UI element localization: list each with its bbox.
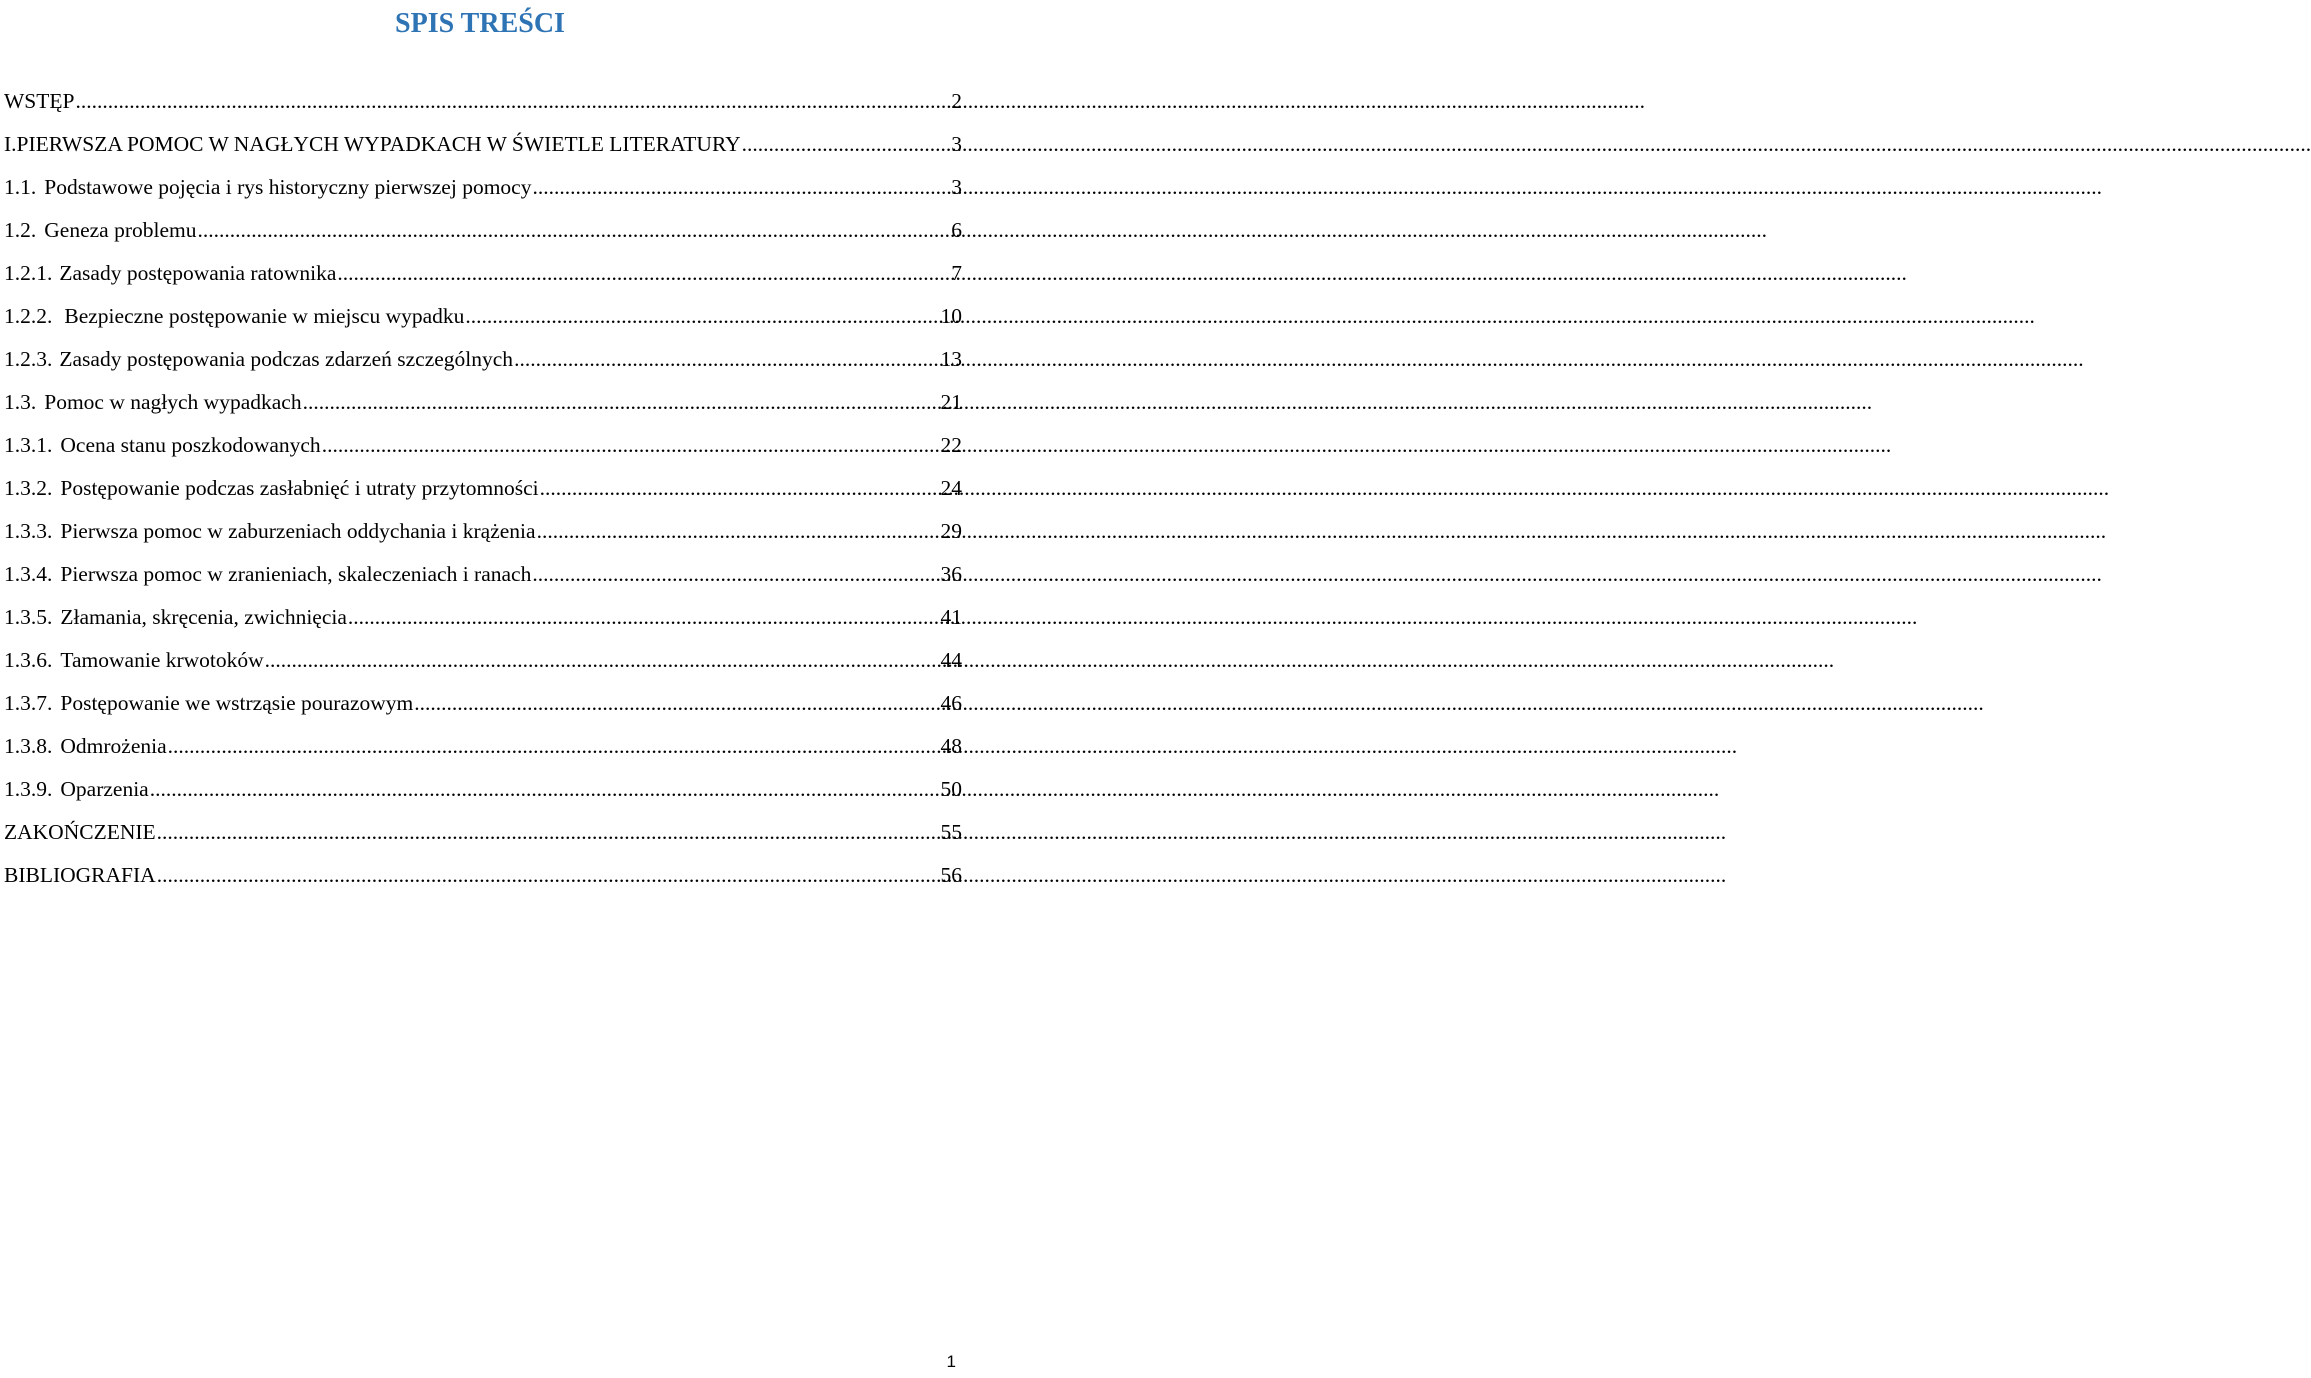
toc-entry[interactable]: [4, 166, 962, 209]
toc-entry-page: 50: [940, 777, 962, 801]
toc-entry[interactable]: [4, 725, 962, 768]
toc-entry[interactable]: [4, 811, 962, 854]
toc-entry-page: 36: [940, 562, 962, 586]
toc-entry-page: 44: [940, 648, 962, 672]
toc-entry[interactable]: [4, 80, 962, 123]
toc-entry[interactable]: [4, 682, 962, 725]
toc-entry-number: 1.3.4.: [4, 562, 53, 586]
dot-leader: [741, 123, 950, 166]
toc-entry-number: 1.2.1.: [4, 261, 53, 285]
toc-entry[interactable]: [4, 510, 962, 553]
toc-entry-page: 22: [940, 433, 962, 457]
dot-leader: [196, 209, 949, 252]
dot-leader: [513, 338, 938, 381]
toc-entry-page: 3: [951, 132, 962, 156]
toc-entry[interactable]: [4, 381, 962, 424]
dot-leader: [264, 639, 939, 682]
toc-entry[interactable]: [4, 338, 962, 381]
toc-entry-number: 1.3.6.: [4, 648, 53, 672]
dot-leader: [464, 295, 938, 338]
toc-entry-number: 1.3.7.: [4, 691, 53, 715]
dot-leader: [156, 811, 939, 854]
dot-leader: [531, 166, 949, 209]
toc-entry-title: BIBLIOGRAFIA: [4, 863, 156, 887]
toc-entry-page: 56: [940, 863, 962, 887]
toc-entry-number: 1.3.3.: [4, 519, 53, 543]
toc-entry-title: Zasady postępowania ratownika: [59, 261, 337, 285]
toc-entry-title: ZAKOŃCZENIE: [4, 820, 156, 844]
dot-leader: [156, 854, 939, 897]
toc-entry-title: Geneza problemu: [44, 218, 197, 242]
page-number: 1: [946, 1352, 956, 1371]
toc-entry[interactable]: [4, 209, 962, 252]
toc-entry-title: Zasady postępowania podczas zdarzeń szczególnych: [59, 347, 514, 371]
toc-entry-page: 7: [951, 261, 962, 285]
toc-entry-page: 46: [940, 691, 962, 715]
toc-entry-number: 1.2.2.: [4, 304, 53, 328]
toc-entry-title: Podstawowe pojęcia i rys historyczny pierwszej pomocy: [44, 175, 532, 199]
toc-entry-page: 6: [951, 218, 962, 242]
toc-entry-page: 13: [940, 347, 962, 371]
toc-entry[interactable]: [4, 854, 962, 897]
toc-entry[interactable]: [4, 553, 962, 596]
toc-entry-title: Pomoc w nagłych wypadkach: [44, 390, 302, 414]
toc-entry-page: 29: [940, 519, 962, 543]
toc-entry-page: 3: [951, 175, 962, 199]
dot-leader: [149, 768, 939, 811]
toc-entry-title: Pierwsza pomoc w zaburzeniach oddychania i krążenia: [60, 519, 536, 543]
toc-entry-number: 1.1.: [4, 175, 37, 199]
toc-entry-number: 1.3.1.: [4, 433, 53, 457]
toc-entry[interactable]: [4, 123, 962, 166]
toc-entry-page: 41: [940, 605, 962, 629]
toc-entry[interactable]: [4, 295, 962, 338]
toc-entry-page: 2: [951, 89, 962, 113]
toc-entry-page: 55: [940, 820, 962, 844]
toc-entry-title: Złamania, skręcenia, zwichnięcia: [60, 605, 347, 629]
toc-entry[interactable]: [4, 467, 962, 510]
dot-leader: [531, 553, 938, 596]
toc-entry-title: Ocena stanu poszkodowanych: [60, 433, 321, 457]
toc-entry[interactable]: [4, 596, 962, 639]
dot-leader: [336, 252, 949, 295]
toc-entry-page: 10: [940, 304, 962, 328]
dot-leader: [536, 510, 939, 553]
toc-entry-title: Pierwsza pomoc w zranieniach, skaleczeniach i ranach: [60, 562, 532, 586]
dot-leader: [302, 381, 939, 424]
toc-entry-number: 1.3.5.: [4, 605, 53, 629]
dot-leader: [74, 80, 949, 123]
toc-entry-number: I.: [4, 132, 17, 156]
toc-entry-number: 1.2.3.: [4, 347, 53, 371]
toc-entry-page: 21: [940, 390, 962, 414]
dot-leader: [321, 424, 939, 467]
toc-entry-number: 1.3.8.: [4, 734, 53, 758]
toc-entry-title: Bezpieczne postępowanie w miejscu wypadku: [64, 304, 465, 328]
toc-entry-title: Tamowanie krwotoków: [60, 648, 264, 672]
toc-entry-page: 48: [940, 734, 962, 758]
toc-entry-number: 1.3.9.: [4, 777, 53, 801]
toc-entry-title: Odmrożenia: [60, 734, 167, 758]
dot-leader: [413, 682, 938, 725]
toc-entry-title: WSTĘP: [4, 89, 75, 113]
toc-entry-number: 1.2.: [4, 218, 37, 242]
toc-entry-title: Oparzenia: [60, 777, 149, 801]
table-of-contents: [4, 80, 962, 897]
toc-entry[interactable]: [4, 639, 962, 682]
toc-entry-title: PIERWSZA POMOC W NAGŁYCH WYPADKACH W ŚWIETLE LITERATURY: [16, 132, 741, 156]
toc-entry[interactable]: [4, 424, 962, 467]
dot-leader: [347, 596, 939, 639]
toc-entry[interactable]: [4, 768, 962, 811]
dot-leader: [167, 725, 939, 768]
toc-entry-page: 24: [940, 476, 962, 500]
toc-entry[interactable]: [4, 252, 962, 295]
page-title: SPIS TREŚCI: [395, 8, 565, 39]
toc-entry-title: Postępowanie we wstrząsie pourazowym: [60, 691, 414, 715]
dot-leader: [539, 467, 939, 510]
toc-entry-title: Postępowanie podczas zasłabnięć i utraty przytomności: [60, 476, 539, 500]
toc-entry-number: 1.3.: [4, 390, 37, 414]
toc-entry-number: 1.3.2.: [4, 476, 53, 500]
